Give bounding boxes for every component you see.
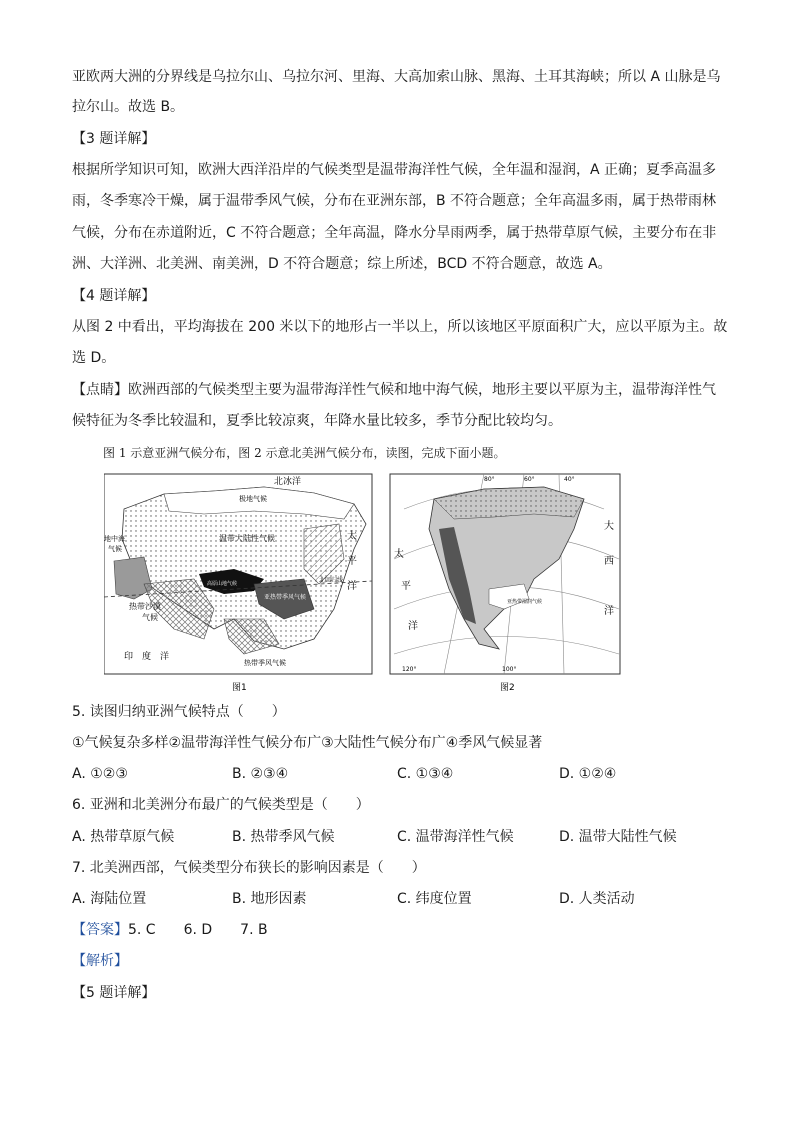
tip-text: 欧洲西部的气候类型主要为温带海洋性气候和地中海气候，地形主要以平原为主，温带海洋性气 — [128, 382, 716, 398]
question-stem: 7. 北美洲西部，气候类型分布狭长的影响因素是（ ） — [72, 860, 426, 876]
label-lon-60: 60° — [524, 476, 535, 483]
north-america-climate-map — [390, 474, 620, 674]
paragraph: 从图 2 中看出，平均海拔在 200 米以下的地形占一半以上，所以该地区平原面积广大，应以平原为主。故 — [72, 319, 728, 335]
paragraph: 气候，分布在赤道附近，C 不符合题意；全年高温，降水分旱雨两季，属于热带草原气候，主要分布在非 — [72, 225, 717, 241]
label-atlantic-1: 大 — [604, 521, 614, 532]
label-pacific-3: 洋 — [408, 621, 418, 632]
tip-label: 【点睛】 — [72, 382, 128, 398]
options-row — [72, 827, 722, 847]
answer-text: 5. C 6. D 7. B — [128, 922, 268, 938]
label-lon-120: 120° — [402, 666, 417, 673]
climate-maps-figure — [104, 469, 624, 699]
options-row — [72, 764, 722, 784]
option-c: C. ①③④ — [397, 766, 454, 782]
label-indian-ocean: 印 度 洋 — [124, 652, 170, 662]
answer-line — [72, 920, 722, 940]
option-d: D. 温带大陆性气候 — [559, 829, 677, 845]
label-atlantic-3: 洋 — [604, 606, 614, 617]
option-d: D. ①②④ — [559, 766, 617, 782]
label-pacific-2: 平 — [347, 556, 357, 567]
option-a: A. ①②③ — [72, 766, 128, 782]
paragraph: 根据所学知识可知，欧洲大西洋沿岸的气候类型是温带海洋性气候，全年温和湿润，A 正确；夏季高温多 — [72, 162, 717, 178]
label-desert-2: 气候 — [142, 613, 158, 622]
label-polar: 极地气候 — [239, 495, 267, 503]
analysis-label: 【解析】 — [72, 953, 128, 969]
paragraph: 候特征为冬季比较温和，夏季比较凉爽，年降水量比较多，季节分配比较均匀。 — [72, 413, 562, 429]
section-heading: 【3 题详解】 — [72, 131, 156, 147]
option-d: D. 人类活动 — [559, 891, 635, 907]
fig1-caption: 图1 — [232, 683, 247, 693]
paragraph: 雨，冬季寒冷干燥，属于温带季风气候，分布在亚洲东部，B 不符合题意；全年高温多雨，属于热带雨林 — [72, 193, 717, 209]
question-stem: 5. 读图归纳亚洲气候特点（ ） — [72, 704, 286, 720]
option-c: C. 纬度位置 — [397, 891, 472, 907]
label-tropic-line: 北回归线 — [319, 577, 344, 584]
option-c: C. 温带海洋性气候 — [397, 829, 514, 845]
option-b: B. 地形因素 — [232, 891, 307, 907]
label-desert-1: 热带沙漠 — [129, 602, 161, 611]
paragraph: 选 D。 — [72, 350, 116, 366]
label-mediterranean-1: 地中海 — [104, 535, 125, 543]
label-mediterranean-2: 气候 — [108, 545, 122, 553]
label-temperate-continental: 温带大陆性气候 — [219, 534, 275, 543]
option-a: A. 海陆位置 — [72, 891, 147, 907]
tip-paragraph — [72, 380, 722, 400]
label-lon-40: 40° — [564, 476, 575, 483]
option-b: B. ②③④ — [232, 766, 289, 782]
label-subtropical: 亚热带湿润气候 — [507, 599, 543, 605]
paragraph: 拉尔山。故选 B。 — [72, 99, 185, 115]
paragraph: 洲、大洋洲、北美洲、南美洲，D 不符合题意；综上所述，BCD 不符合题意，故选 A。 — [72, 256, 612, 272]
option-a: A. 热带草原气候 — [72, 829, 175, 845]
asia-climate-map — [104, 474, 372, 674]
maps-svg — [104, 469, 624, 699]
option-b: B. 热带季风气候 — [232, 829, 335, 845]
label-atlantic-2: 西 — [604, 556, 614, 567]
label-lon-100: 100° — [502, 666, 517, 673]
label-lon-80: 80° — [484, 476, 495, 483]
section-heading: 【5 题详解】 — [72, 985, 156, 1001]
label-monsoon: 亚热带季风气候 — [264, 594, 307, 601]
label-tropical-monsoon: 热带季风气候 — [244, 659, 286, 667]
question-stem: 6. 亚洲和北美洲分布最广的气候类型是（ ） — [72, 797, 370, 813]
question-intro: 图 1 示意亚洲气候分布，图 2 示意北美洲气候分布，读图，完成下面小题。 — [103, 446, 506, 460]
question-extra: ①气候复杂多样②温带海洋性气候分布广③大陆性气候分布广④季风气候显著 — [72, 735, 543, 751]
label-pacific-2: 平 — [401, 581, 411, 592]
answer-label: 【答案】 — [72, 922, 128, 938]
label-pacific-1: 太 — [347, 531, 357, 542]
label-pacific-3: 洋 — [347, 581, 357, 592]
section-heading: 【4 题详解】 — [72, 288, 156, 304]
label-plateau: 高原山地气候 — [207, 581, 238, 587]
paragraph: 亚欧两大洲的分界线是乌拉尔山、乌拉尔河、里海、大高加索山脉、黑海、土耳其海峡；所以 A 山脉是乌 — [72, 69, 721, 85]
options-row — [72, 889, 722, 909]
label-north-ocean: 北冰洋 — [274, 477, 302, 487]
label-pacific-1: 太 — [394, 549, 404, 560]
fig2-caption: 图2 — [500, 683, 515, 693]
